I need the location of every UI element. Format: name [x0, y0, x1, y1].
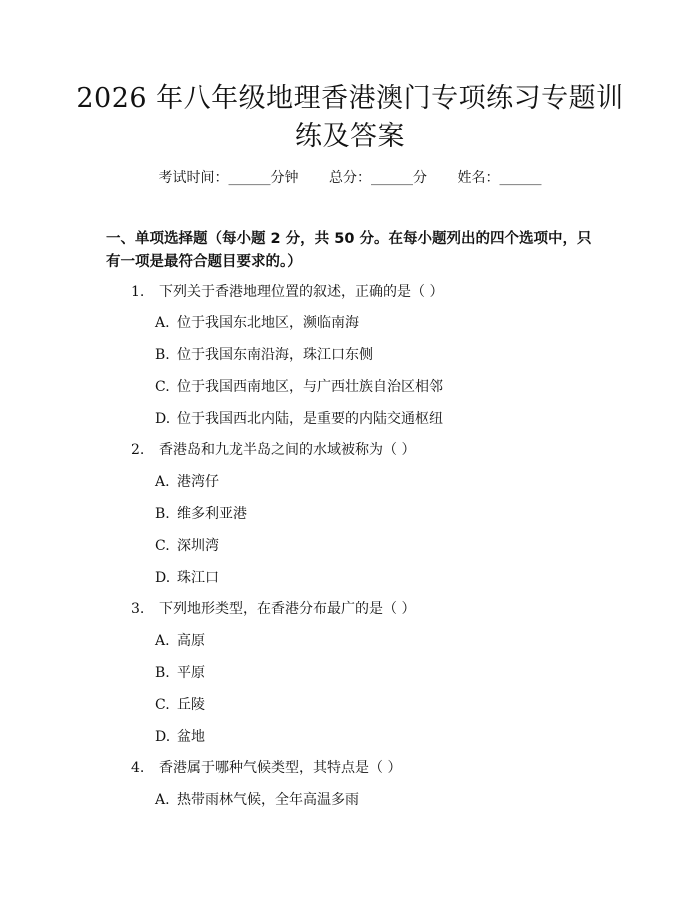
question-3-option-d	[155, 727, 205, 747]
question-2-option-b	[155, 504, 247, 524]
question-3-option-b	[155, 663, 205, 683]
question-text: 香港属于哪种气候类型，其特点是（ ）	[159, 760, 402, 776]
question-4-option-a	[155, 790, 359, 810]
option-letter: D.	[155, 729, 171, 745]
question-3	[131, 599, 415, 619]
option-text: 丘陵	[177, 697, 205, 713]
question-number: 1.	[131, 284, 145, 300]
question-4	[131, 758, 401, 778]
section-heading: 一、单项选择题（每小题 2 分，共 50 分。在每小题列出的四个选项中，只有一项是最符合题目要求的。）	[106, 231, 592, 270]
option-text: 位于我国东南沿海，珠江口东侧	[177, 347, 373, 363]
title-line-2: 练及答案	[295, 121, 405, 152]
question-text: 香港岛和九龙半岛之间的水域被称为（ ）	[159, 442, 416, 458]
option-letter: D.	[155, 411, 171, 427]
question-2	[131, 440, 415, 460]
question-3-option-c	[155, 695, 205, 715]
question-1	[131, 282, 443, 302]
option-letter: C.	[155, 538, 170, 554]
question-3-option-a	[155, 631, 205, 651]
option-text: 位于我国西北内陆，是重要的内陆交通枢纽	[177, 411, 443, 427]
title-line-1: 2026 年八年级地理香港澳门专项练习专题训	[76, 83, 624, 114]
option-letter: A.	[155, 474, 170, 490]
option-letter: A.	[155, 315, 170, 331]
question-1-option-b	[155, 345, 373, 365]
option-text: 深圳湾	[177, 538, 219, 554]
question-2-option-c	[155, 536, 219, 556]
exam-info	[0, 168, 700, 188]
option-text: 盆地	[177, 729, 205, 745]
document-title	[60, 80, 640, 156]
total-score-field: 总分：______分	[329, 170, 427, 186]
option-text: 位于我国西南地区，与广西壮族自治区相邻	[177, 379, 443, 395]
question-2-option-a	[155, 472, 219, 492]
question-1-option-c	[155, 377, 443, 397]
question-text: 下列地形类型，在香港分布最广的是（ ）	[159, 601, 416, 617]
option-text: 珠江口	[177, 570, 219, 586]
option-letter: A.	[155, 792, 170, 808]
option-text: 维多利亚港	[177, 506, 247, 522]
question-text: 下列关于香港地理位置的叙述，正确的是（ ）	[159, 284, 444, 300]
question-number: 4.	[131, 760, 145, 776]
option-letter: C.	[155, 697, 170, 713]
option-text: 港湾仔	[177, 474, 219, 490]
option-letter: B.	[155, 665, 170, 681]
question-number: 2.	[131, 442, 145, 458]
option-text: 热带雨林气候，全年高温多雨	[177, 792, 359, 808]
question-1-option-d	[155, 409, 443, 429]
question-1-option-a	[155, 313, 359, 333]
option-letter: B.	[155, 506, 170, 522]
option-letter: C.	[155, 379, 170, 395]
question-2-option-d	[155, 568, 219, 588]
option-text: 平原	[177, 665, 205, 681]
option-text: 高原	[177, 633, 205, 649]
question-number: 3.	[131, 601, 145, 617]
option-letter: D.	[155, 570, 171, 586]
option-letter: B.	[155, 347, 170, 363]
option-letter: A.	[155, 633, 170, 649]
exam-time-field: 考试时间：______分钟	[158, 170, 299, 186]
option-text: 位于我国东北地区，濒临南海	[177, 315, 359, 331]
student-name-field: 姓名：______	[457, 170, 542, 186]
